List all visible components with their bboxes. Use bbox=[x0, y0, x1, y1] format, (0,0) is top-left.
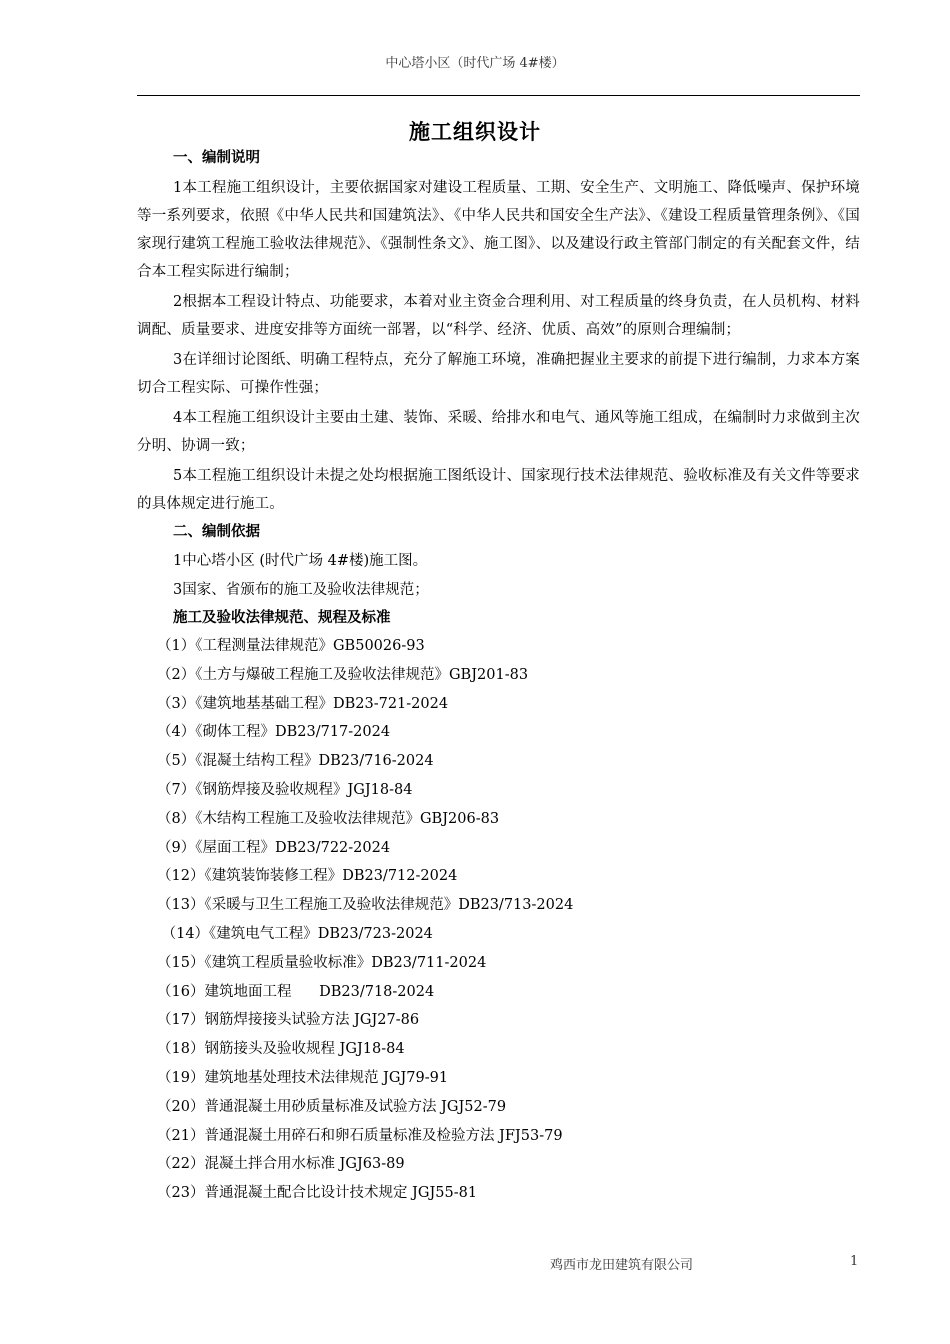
standard-item: （15）《建筑工程质量验收标准》DB23/711-2024 bbox=[157, 954, 487, 971]
page-number: 1 bbox=[850, 1254, 859, 1269]
footer-company: 鸡西市龙田建筑有限公司 bbox=[550, 1258, 694, 1273]
standard-item: （5）《混凝土结构工程》DB23/716-2024 bbox=[157, 753, 434, 770]
document-title: 施工组织设计 bbox=[409, 119, 541, 144]
paragraph-2: 2根据本工程设计特点、功能要求，本着对业主资金合理利用、对工程质量的终身负责，在人员机构、材料调配、质量要求、进度安排等方面统一部署，以“科学、经济、优质、高效”的原则合理编制； bbox=[137, 294, 860, 338]
standard-item: （21）普通混凝土用碎石和卵石质量标准及检验方法 JFJ53-79 bbox=[157, 1127, 563, 1144]
standard-item: （14）《建筑电气工程》DB23/723-2024 bbox=[157, 925, 433, 942]
standards-subheading: 施工及验收法律规范、规程及标准 bbox=[173, 609, 391, 626]
section-heading-2: 二、编制依据 bbox=[173, 523, 260, 540]
standard-item: （20）普通混凝土用砂质量标准及试验方法 JGJ52-79 bbox=[157, 1098, 507, 1115]
standard-item: （4）《砌体工程》DB23/717-2024 bbox=[157, 724, 391, 741]
header-divider bbox=[137, 95, 860, 96]
standard-item: （17）钢筋焊接接头试验方法 JGJ27-86 bbox=[157, 1012, 420, 1029]
standard-item: （3）《建筑地基基础工程》DB23-721-2024 bbox=[157, 695, 449, 712]
standard-item: （19）建筑地基处理技术法律规范 JGJ79-91 bbox=[157, 1069, 449, 1086]
page-header: 中心塔小区（时代广场 4#楼） bbox=[385, 56, 565, 71]
standard-item: （16）建筑地面工程 DB23/718-2024 bbox=[157, 983, 435, 1000]
basis-line-1: 1中心塔小区 (时代广场 4#楼)施工图。 bbox=[173, 553, 428, 569]
standard-item: （8）《木结构工程施工及验收法律规范》GBJ206-83 bbox=[157, 810, 500, 827]
basis-line-2: 3国家、省颁布的施工及验收法律规范； bbox=[173, 582, 429, 598]
paragraph-4: 4本工程施工组织设计主要由土建、装饰、采暖、给排水和电气、通风等施工组成，在编制时力求做到主次分明、协调一致； bbox=[137, 410, 860, 454]
paragraph-5: 5本工程施工组织设计未提之处均根据施工图纸设计、国家现行技术法律规范、验收标准及有关文件等要求的具体规定进行施工。 bbox=[137, 468, 860, 512]
standards-list bbox=[137, 632, 860, 1208]
standard-item: （9）《屋面工程》DB23/722-2024 bbox=[157, 839, 391, 856]
standard-item: （18）钢筋接头及验收规程 JGJ18-84 bbox=[157, 1041, 405, 1058]
document-body bbox=[137, 144, 860, 1208]
section-heading-1: 一、编制说明 bbox=[173, 149, 260, 166]
standard-item: （1）《工程测量法律规范》GB50026-93 bbox=[157, 638, 425, 654]
standard-item: （13）《采暖与卫生工程施工及验收法律规范》DB23/713-2024 bbox=[157, 897, 574, 914]
standard-item: （7）《钢筋焊接及验收规程》JGJ18-84 bbox=[157, 781, 413, 798]
standard-item: （12）《建筑装饰装修工程》DB23/712-2024 bbox=[157, 868, 458, 885]
paragraph-3: 3在详细讨论图纸、明确工程特点，充分了解施工环境，准确把握业主要求的前提下进行编制，力求本方案切合工程实际、可操作性强； bbox=[137, 352, 860, 396]
standard-item: （2）《土方与爆破工程施工及验收法律规范》GBJ201-83 bbox=[157, 666, 529, 683]
standard-item: （22）混凝土拌合用水标准 JGJ63-89 bbox=[157, 1156, 405, 1173]
standard-item: （23）普通混凝土配合比设计技术规定 JGJ55-81 bbox=[157, 1185, 478, 1202]
paragraph-1: 1本工程施工组织设计，主要依据国家对建设工程质量、工期、安全生产、文明施工、降低噪声、保护环境等一系列要求，依照《中华人民共和国建筑法》、《中华人民共和国安全生产法》、《建设工程质量管理条例》、《国家现行建筑工程施工验收法律规范》、《强制性条文》、施工图》、以及建设行政主管部门制定的有关配套文件，结合本工程实际进行编制； bbox=[137, 180, 860, 280]
